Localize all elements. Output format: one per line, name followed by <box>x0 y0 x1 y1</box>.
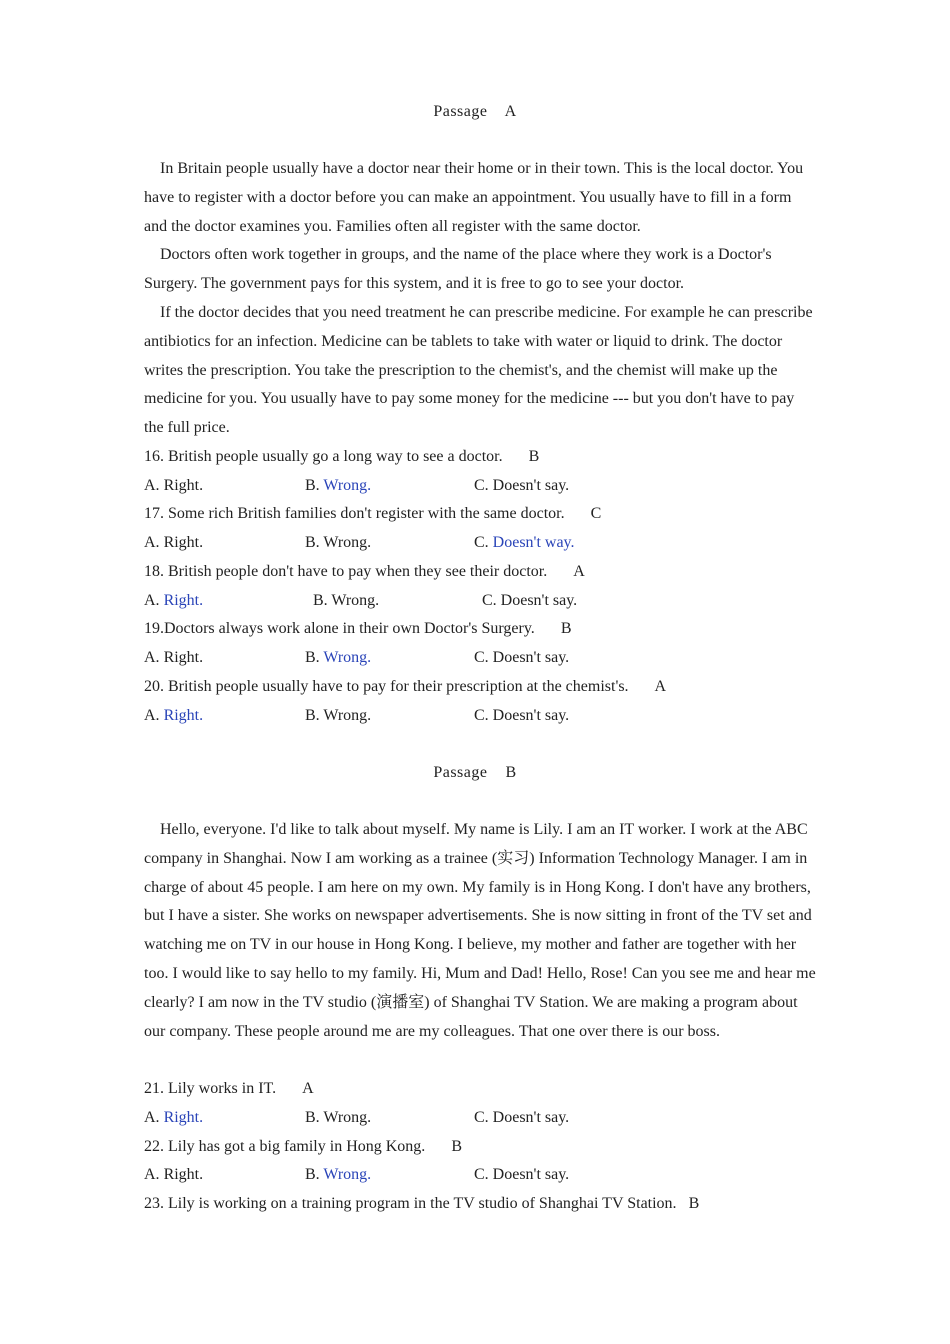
option-a: A. Right. <box>144 1109 204 1126</box>
answer-key: B <box>688 1195 700 1212</box>
options-17 <box>0 533 950 553</box>
option-c: C. Doesn't say. <box>474 1109 570 1126</box>
passage-b-title: Passage B <box>433 764 517 781</box>
options-16 <box>0 476 950 496</box>
answer-key: A <box>302 1080 314 1097</box>
options-19 <box>0 648 950 668</box>
option-c: C. Doesn't say. <box>474 1166 570 1183</box>
option-a: A. Right. <box>144 592 204 609</box>
option-b: B. Wrong. <box>305 707 372 724</box>
question-19: 19.Doctors always work alone in their own Doctor's Surgery. B <box>144 620 572 637</box>
option-c: C. Doesn't say. <box>474 649 570 666</box>
answer-key: C <box>590 505 602 522</box>
question-23: 23. Lily is working on a training program in the TV studio of Shanghai TV Station. B <box>144 1195 700 1212</box>
question-21: 21. Lily works in IT. A <box>144 1080 314 1097</box>
option-a: A. Right. <box>144 1166 204 1183</box>
question-20: 20. British people usually have to pay for their prescription at the chemist's. A <box>144 678 667 695</box>
option-b: B. Wrong. <box>313 592 380 609</box>
option-a: A. Right. <box>144 477 204 494</box>
passage-a-body <box>144 155 816 443</box>
options-20 <box>0 706 950 726</box>
option-a: A. Right. <box>144 649 204 666</box>
option-c: C. Doesn't say. <box>474 707 570 724</box>
paragraph: Doctors often work together in groups, and the name of the place where they work is a Doctor's Surgery. The government pays for this system, and it is free to go to see your doctor. <box>144 246 772 293</box>
option-b: B. Wrong. <box>305 477 372 494</box>
answer-key: B <box>528 448 540 465</box>
paragraph: In Britain people usually have a doctor near their home or in their town. This is the local doctor. You have to register with a doctor before you can make an appointment. You usually have to fill in a form and the doctor examines you. Families often all register with the same doctor. <box>144 160 804 235</box>
passage-b-body <box>144 816 816 1046</box>
option-b: B. Wrong. <box>305 649 372 666</box>
options-18 <box>0 591 950 611</box>
passage-a-title: Passage A <box>433 103 517 120</box>
answer-key: B <box>451 1138 462 1155</box>
options-21 <box>0 1108 950 1128</box>
option-c: C. Doesn't say. <box>482 592 578 609</box>
option-b: B. Wrong. <box>305 534 372 551</box>
option-c: C. Doesn't say. <box>474 477 570 494</box>
question-22: 22. Lily has got a big family in Hong Kong. B <box>144 1138 462 1155</box>
option-c: C. Doesn't way. <box>474 534 575 551</box>
option-a: A. Right. <box>144 707 204 724</box>
option-b: B. Wrong. <box>305 1166 372 1183</box>
option-a: A. Right. <box>144 534 204 551</box>
answer-key: B <box>560 620 572 637</box>
answer-key: A <box>573 563 585 580</box>
question-17: 17. Some rich British families don't register with the same doctor. C <box>144 505 602 522</box>
paragraph: Hello, everyone. I'd like to talk about myself. My name is Lily. I am an IT worker. I work at the ABC company in Shanghai. Now I am working as a trainee (实习) Information Technology Manager. I am in charge of about 45 people. I am here on my own. My family is in Hong Kong. I don't have any brothers, but I have a sister. She works on newspaper advertisements. She is now sitting in front of the TV set and watching me on TV in our house in Hong Kong. I believe, my mother and father are together with her too. I would like to say hello to my family. Hi, Mum and Dad! Hello, Rose! Can you see me and hear me clearly? I am now in the TV studio (演播室) of Shanghai TV Station. We are making a program about our company. These people around me are my colleagues. That one over there is our boss. <box>144 821 816 1040</box>
paragraph: If the doctor decides that you need treatment he can prescribe medicine. For example he can prescribe antibiotics for an infection. Medicine can be tablets to take with water or liquid to drink. The doctor writes the prescription. You take the prescription to the chemist's, and the chemist will make up the medicine for you. You usually have to pay some money for the medicine --- but you don't have to pay the full price. <box>144 303 813 437</box>
question-16: 16. British people usually go a long way to see a doctor. B <box>144 448 540 465</box>
question-18: 18. British people don't have to pay when they see their doctor. A <box>144 563 585 580</box>
answer-key: A <box>654 678 667 695</box>
option-b: B. Wrong. <box>305 1109 372 1126</box>
options-22 <box>0 1165 950 1185</box>
